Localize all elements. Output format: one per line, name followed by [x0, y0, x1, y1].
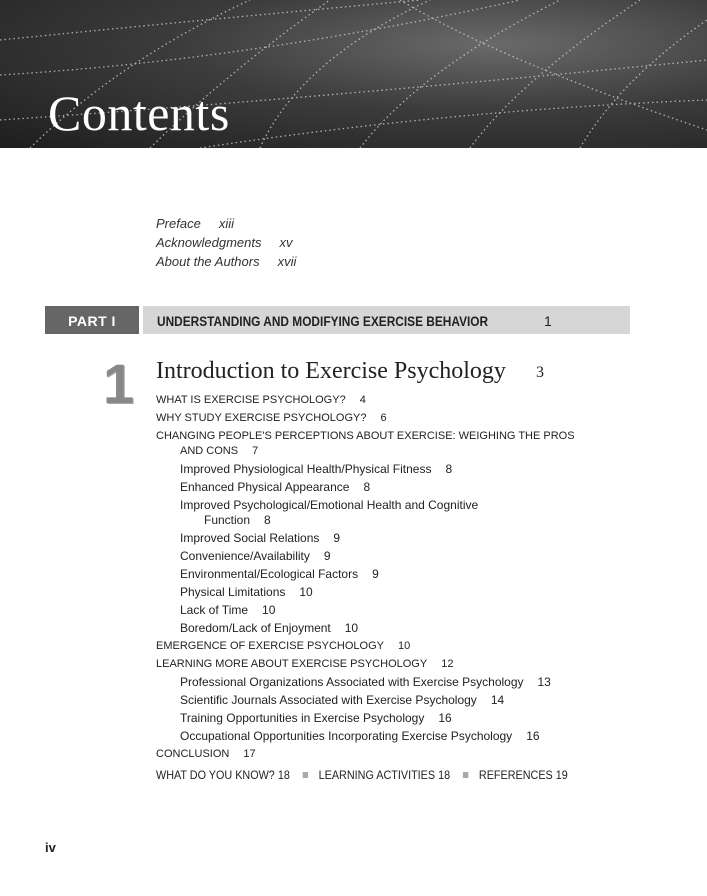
entry-title: WHY STUDY EXERCISE PSYCHOLOGY?: [156, 412, 367, 424]
entry-title: Physical Limitations: [180, 585, 286, 599]
entry-label: Acknowledgments: [156, 235, 262, 250]
front-matter-item: [156, 216, 296, 235]
entry-title: EMERGENCE OF EXERCISE PSYCHOLOGY: [156, 640, 384, 652]
part-heading: [143, 306, 630, 334]
entry-page: 10: [344, 621, 359, 635]
toc-entry: [156, 657, 626, 672]
entry-label: Preface: [156, 216, 201, 231]
entry-page: 7: [252, 445, 259, 457]
toc-entry: [156, 462, 626, 477]
entry-page: 9: [323, 549, 331, 563]
toc-entry: [156, 549, 626, 564]
page-title: Contents: [48, 85, 230, 141]
entry-title: Scientific Journals Associated with Exercise Psychology: [180, 693, 477, 707]
end-item-page: 19: [555, 768, 568, 782]
chapter-page: 3: [536, 364, 544, 381]
entry-title-cont: AND CONS: [180, 445, 239, 457]
toc-entry: [156, 639, 626, 654]
page-number: iv: [45, 840, 56, 855]
toc-entry: [156, 675, 626, 690]
entry-title: Boredom/Lack of Enjoyment: [180, 621, 331, 635]
toc-entry: [156, 480, 626, 495]
entry-label: About the Authors: [156, 254, 260, 269]
entry-title: Occupational Opportunities Incorporating Exercise Psychology: [180, 729, 513, 743]
entry-page: 8: [264, 513, 271, 527]
end-item-label: LEARNING ACTIVITIES: [318, 768, 436, 782]
entry-page: 9: [372, 567, 379, 581]
chapter-end-items: [156, 768, 568, 782]
entry-page: 8: [445, 462, 453, 476]
toc-entry: [156, 498, 626, 528]
entry-title: LEARNING MORE ABOUT EXERCISE PSYCHOLOGY: [156, 658, 428, 670]
chapter-number: 1: [103, 352, 135, 415]
toc-entries: [156, 393, 626, 765]
toc-entry: [156, 621, 626, 636]
entry-page: 9: [333, 531, 341, 545]
part-title: UNDERSTANDING AND MODIFYING EXERCISE BEHAVIOR: [157, 314, 489, 329]
toc-entry: [156, 567, 626, 582]
entry-page: xvii: [277, 254, 297, 269]
entry-page: 16: [526, 729, 540, 743]
entry-title: CONCLUSION: [156, 748, 230, 760]
entry-page: 6: [380, 412, 387, 424]
header-banner-image: [0, 0, 707, 148]
entry-page: xiii: [218, 216, 234, 231]
entry-page: 4: [359, 394, 366, 406]
toc-entry: [156, 729, 626, 744]
toc-entry: [156, 747, 626, 762]
separator-square-icon: [302, 772, 307, 778]
end-item-label: WHAT DO YOU KNOW?: [156, 768, 275, 782]
toc-entry: [156, 531, 626, 546]
end-item-page: 18: [438, 768, 451, 782]
entry-title: Professional Organizations Associated with Exercise Psychology: [180, 675, 524, 689]
entry-title: Lack of Time: [180, 603, 249, 617]
separator-square-icon: [463, 772, 468, 778]
entry-title-continued: [180, 513, 626, 528]
entry-title: Enhanced Physical Appearance: [180, 480, 350, 494]
entry-title: Improved Social Relations: [180, 531, 320, 545]
entry-page: 10: [299, 585, 313, 599]
end-item-page: 18: [277, 768, 290, 782]
toc-entry: [156, 429, 626, 459]
entry-page: 8: [363, 480, 371, 494]
entry-title: Improved Physiological Health/Physical Fitness: [180, 462, 432, 476]
toc-entry: [156, 693, 626, 708]
front-matter-list: [156, 216, 296, 273]
entry-title: CHANGING PEOPLE'S PERCEPTIONS ABOUT EXERCISE: WEIGHING THE PROS: [156, 430, 575, 442]
entry-page: xv: [279, 235, 293, 250]
entry-title: Environmental/Ecological Factors: [180, 567, 359, 581]
part-page: 1: [544, 313, 552, 329]
entry-page: 17: [243, 748, 256, 760]
entry-page: 10: [398, 640, 411, 652]
entry-title: WHAT IS EXERCISE PSYCHOLOGY?: [156, 394, 346, 406]
end-item-label: REFERENCES: [478, 768, 553, 782]
entry-page: 13: [537, 675, 551, 689]
entry-page: 14: [490, 693, 505, 707]
front-matter-item: [156, 235, 296, 254]
entry-page: 16: [438, 711, 452, 725]
toc-entry: [156, 603, 626, 618]
entry-title-continued: [156, 444, 626, 459]
front-matter-item: [156, 254, 296, 273]
entry-page: 12: [441, 658, 454, 670]
part-label: PART I: [45, 306, 139, 334]
entry-title-cont: Function: [204, 513, 251, 527]
chapter-title: Introduction to Exercise Psychology: [156, 358, 506, 384]
toc-entry: [156, 393, 626, 408]
entry-page: 10: [262, 603, 276, 617]
entry-title: Training Opportunities in Exercise Psychology: [180, 711, 425, 725]
entry-title: Convenience/Availability: [180, 549, 310, 563]
toc-entry: [156, 711, 626, 726]
toc-entry: [156, 585, 626, 600]
entry-title: Improved Psychological/Emotional Health and Cognitive: [180, 498, 479, 512]
toc-entry: [156, 411, 626, 426]
